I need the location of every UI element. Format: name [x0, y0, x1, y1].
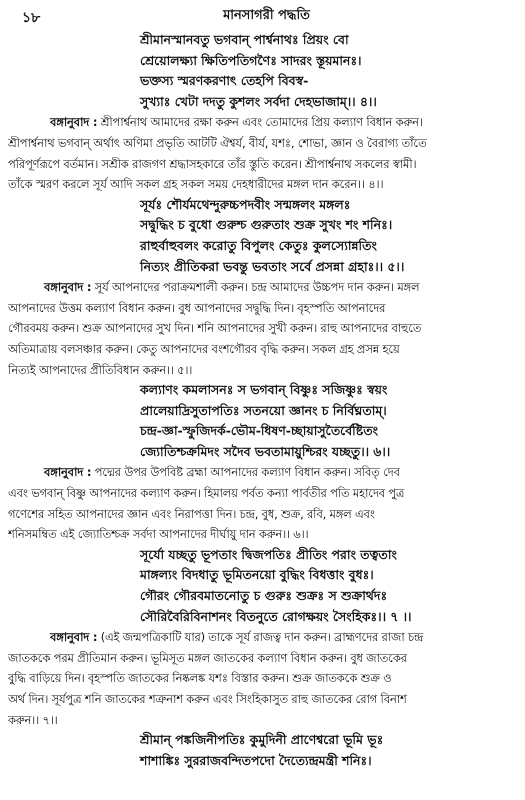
translation-line: শ্রীপার্শ্বনাথ ভগবান্ অর্থাৎ অণিমা প্রভৃতি আটটি ঐশ্বর্য, বীর্য, যশঃ, শোভা, জ্ঞান ও বৈরাগ্য তাঁতে — [8, 135, 427, 150]
translation-label: বঙ্গানুবাদ : — [44, 280, 92, 295]
translation-line: অর্থ দিন। সূর্যপুত্র শনি জাতকের শত্রুনাশ করুন এবং সিংহিকাসুত রাহু জাতকের রোগ বিনাশ — [8, 692, 407, 706]
translation-line: গণেশের সহিত আপনাদের জ্ঞান এবং নিরাপত্তা দিন। চন্দ্র, বুধ, শুক্র, রবি, মঙ্গল এবং — [8, 506, 375, 521]
translation-label: বঙ্গানুবাদ : — [44, 465, 92, 480]
verse-line: সুখ্যাঃ খেটা দদতু কুশলং সর্বদা দেহভাজাম্।। ৪।। — [140, 93, 377, 109]
sanskrit-verse-4 — [8, 30, 517, 112]
verse-line: চন্দ্র-জ্ঞা-স্ফুজিদর্ক-ভৌম-ধিষণ-চ্ছায়াসুতৈর্বেষ্টিতং — [140, 423, 378, 439]
verse-line: শ্রীমান্ পঙ্কজিনীপতিঃ কুমুদিনী প্রাণেশ্বরো ভূমি ভূঃ — [140, 732, 384, 748]
translation-line: বুদ্ধি বাড়িয়ে দিন। বৃহস্পতি জাতকের নিষ্কলঙ্ক যশঃ বিস্তার করুন। শুক্র জাতককে শুক্র ও — [8, 671, 392, 686]
translation-line: আপনাদের উত্তম কল্যাণ বিধান করুন। বুধ আপনাদের সদ্বুদ্ধি দিন। বৃহস্পতি আপনাদের — [8, 300, 386, 315]
verse-line: শাশাঙ্কিঃ সুররাজবন্দিতপদো দৈত্যেন্দ্রমন্ত্রী শনিঃ। — [140, 752, 372, 768]
sanskrit-verse-7 — [8, 545, 517, 627]
translation-line: নিত্যই আপনাদের প্রীতিবিধান করুন।। ৫।। — [8, 362, 193, 377]
sanskrit-verse-6 — [8, 380, 517, 462]
verse-line: সদ্বুদ্ধিং চ বুধো গুরুশ্চ গুরুতাং শুক্র সুখং শং শনিঃ। — [140, 217, 393, 233]
translation-line — [8, 462, 517, 483]
translation-line: শনিসমম্বিত এই জ্যোতিশ্চক্র সর্বদা আপনাদের দীর্ঘায়ু দান করুন।। ৬।। — [8, 527, 309, 542]
verse-line: সৌরিবৈরিবিনাশনং বিতনুতে রোগক্ষয়ং সৈংহিকঃ।। ৭ ।। — [140, 608, 412, 624]
translation-line — [8, 112, 517, 133]
verse-line: ভক্তস্য স্মরণকরণাৎ তেহপি বিবস্ব- — [140, 73, 309, 89]
translation-line: করুন।। ৭।। — [8, 712, 58, 727]
sanskrit-verse-8 — [8, 730, 517, 771]
translation-text: পদ্মের উপর উপবিষ্ট ব্রহ্মা আপনাদের কল্যাণ বিধান করুন। সবিতৃ দেব — [91, 465, 400, 480]
running-head: মানসাগরী পদ্ধতি — [223, 8, 310, 23]
verse-line: সূর্যো যচ্ছতু ভূপতাং দ্বিজপতিঃ প্রীতিং পরাং তত্বতাং — [140, 546, 397, 562]
bengali-translation-6 — [8, 462, 517, 544]
translation-text: শ্রীপার্শ্বনাথ আমাদের রক্ষা করুন এবং তোমাদের প্রিয় কল্যাণ বিধান করুন। — [97, 115, 423, 130]
verse-line: মাঙ্গল্যং বিদধাতু ভূমিতনয়ো বুদ্ধিং বিধত্তাং বুধঃ। — [140, 567, 374, 583]
verse-line: রাহুর্বাহুবলং করোতু বিপুলং কেতুঃ কুলস্যোন্নতিং — [140, 237, 377, 253]
verse-line: সূর্যঃ শৌর্যমথেন্দুরুচ্চপদবীং সন্মঙ্গলং মঙ্গলঃ — [140, 196, 351, 212]
bengali-translation-7 — [8, 627, 517, 730]
translation-line: পরিপূর্ণরূপে বর্তমান। সশ্রীক রাজগণ শ্রদ্ধাসহকারে তাঁর স্তুতি করেন। শ্রীপার্শ্বনাথ সকলের স্বামী। — [8, 156, 417, 171]
translation-text: সূর্য আপনাদের পরাক্রমশালী করুন। চন্দ্র আমাদের উচ্চপদ দান করুন। মঙ্গল — [91, 280, 420, 295]
sanskrit-verse-5 — [8, 195, 517, 277]
translation-line — [8, 277, 517, 298]
verse-line: প্রালেয়াদ্রিসুতাপতিঃ সতনয়ো জ্ঞানং চ নির্বিঘ্নতাম্। — [140, 402, 387, 418]
translation-label: বঙ্গানুবাদ : — [50, 630, 98, 645]
translation-line: গৌরবময় করুন। শুক্র আপনাদের সুখ দিন। শনি আপনাদের সুখী করুন। রাহু আপনাদের বাহুতে — [8, 321, 422, 336]
verse-line: জ্যোতিশ্চক্রমিদং সদৈব ভবতামায়ুশ্চিরং যচ্ছতু।। ৬।। — [140, 443, 391, 459]
page-number: ১৮ — [22, 10, 41, 26]
verse-line: শ্রেয়োলক্ষ্যা ক্ষিতিপতিগণৈঃ সাদরং স্তূয়মানঃ। — [140, 52, 362, 68]
bengali-translation-5 — [8, 277, 517, 380]
verse-line: নিত্যং প্রীতিকরা ভবন্তু ভবতাং সর্বে প্রসন্না গ্রহাঃ।। ৫।। — [140, 258, 405, 274]
translation-line: জাতককে পরম প্রীতিমান করুন। ভূমিসূত মঙ্গল জাতকের কল্যাণ বিধান করুন। বুধ জাতকের — [8, 650, 407, 665]
translation-text: (এই জন্মপত্রিকাটি যার) তাকে সূর্য রাজত্ব দান করুন। ব্রাহ্মণদের রাজা চন্দ্র — [97, 630, 424, 645]
translation-label: বঙ্গানুবাদ : — [50, 115, 98, 130]
bengali-translation-4 — [8, 112, 517, 194]
page-header — [22, 6, 511, 28]
verse-line: শ্রীমানস্মানবতু ভগবান্ পার্শ্বনাথঃ প্রিয়ং বো — [140, 32, 349, 47]
verse-line: কল্যাণং কমলাসনঃ স ভগবান্ বিষ্ণুঃ সজিষ্ণুঃ স্বয়ং — [140, 382, 388, 398]
translation-line: অতিমাত্রায় বলসঞ্চার করুন। কেতু আপনাদের বংশগৌরব বৃদ্ধি করুন। সকল গ্রহ প্রসন্ন হয়ে — [8, 341, 400, 356]
translation-line — [8, 627, 517, 648]
verse-line: গৌরং গৌরবমাতনোতু চ গুরুঃ শুক্রঃ স শুক্রার্থদঃ — [140, 588, 388, 604]
page-body — [8, 30, 517, 771]
translation-line: তাঁকে স্মরণ করলে সূর্য আদি সকল গ্রহ সকল সময় দেহধারীদের মঙ্গল দান করেন।। ৪।। — [8, 177, 384, 192]
translation-line: এবং ভগবান্ বিষ্ণু আপনাদের কল্যাণ করুন। হিমালয় পর্বত কন্যা পার্বতীর পতি মহাদেব পুত্র — [8, 486, 405, 501]
